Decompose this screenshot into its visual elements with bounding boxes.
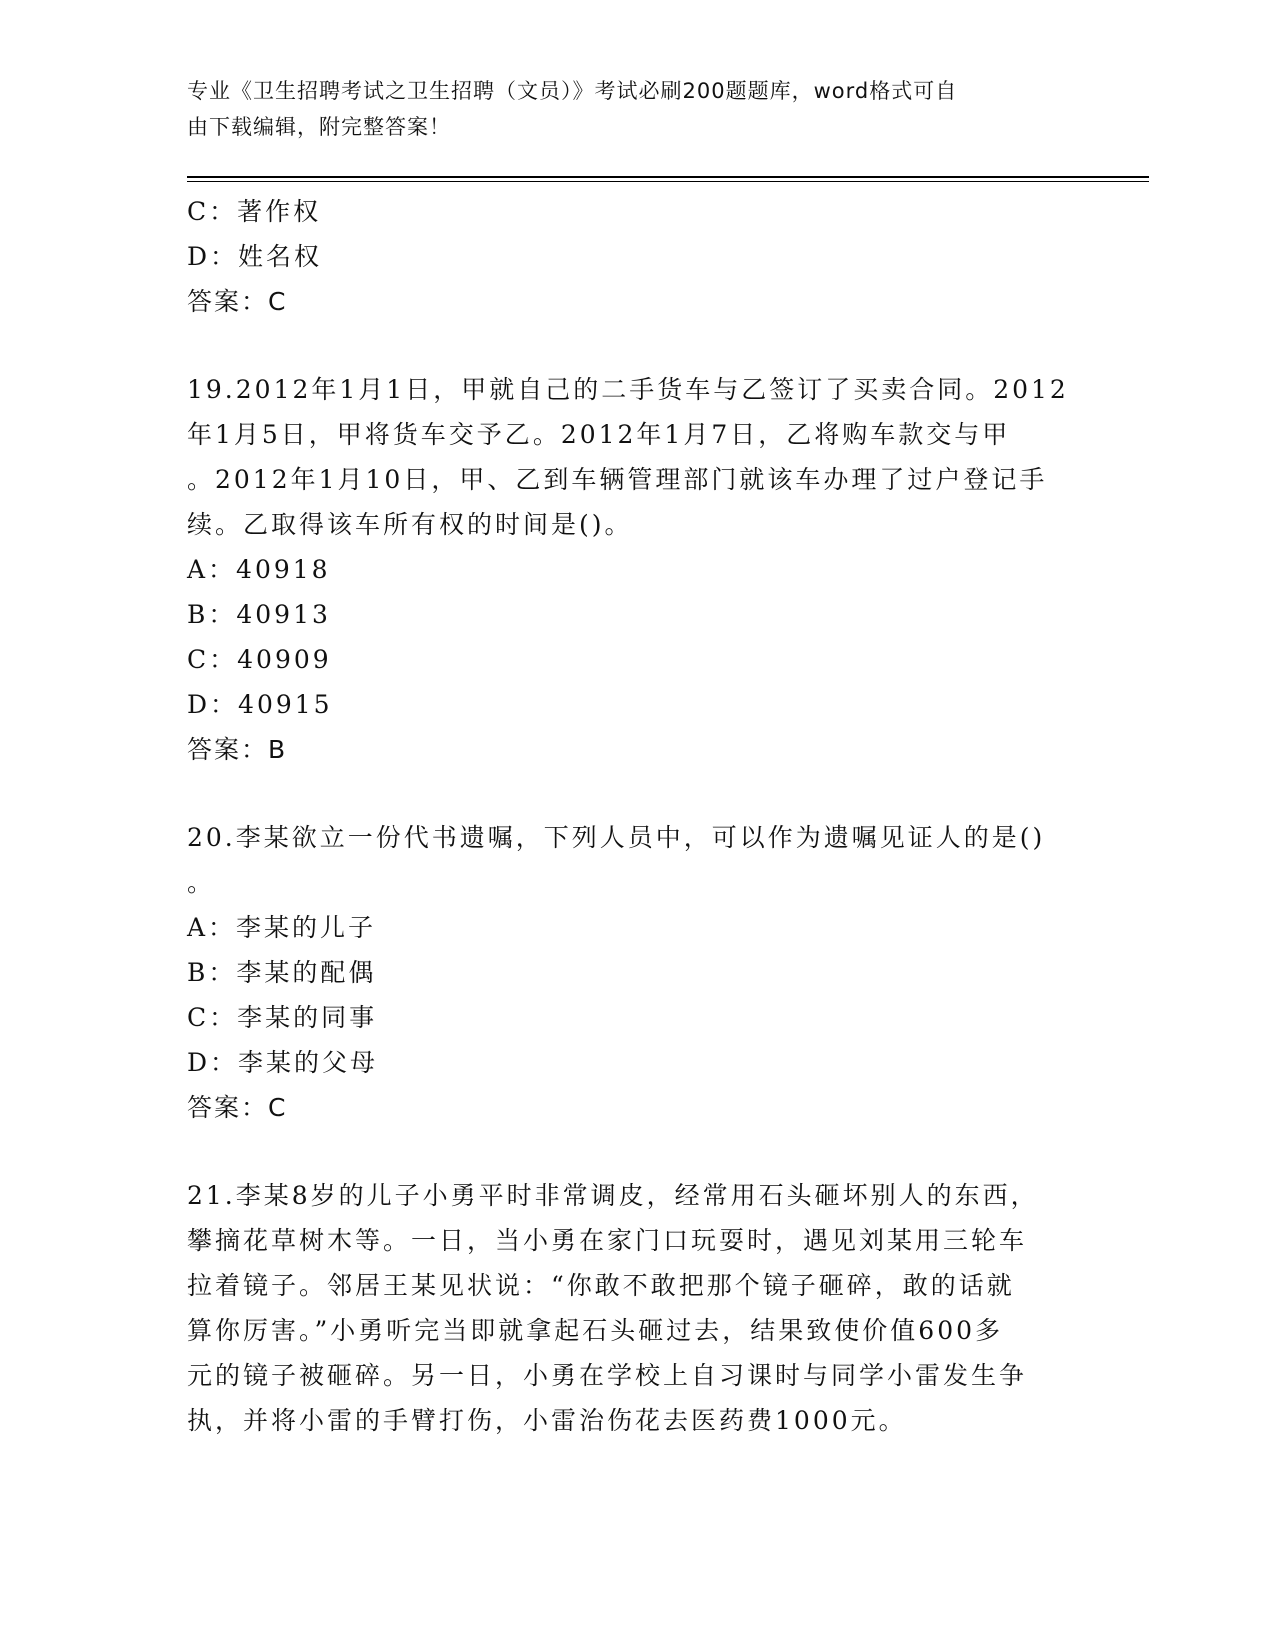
question-21-line-1: 21.李某8岁的儿子小勇平时非常调皮，经常用石头砸坏别人的东西， xyxy=(187,1181,1039,1210)
question-20-option-a: A：李某的儿子 xyxy=(187,913,377,942)
question-19-line-2: 年1月5日，甲将货车交予乙。2012年1月7日，乙将购车款交与甲 xyxy=(187,420,1011,449)
question-19-answer: 答案：B xyxy=(187,735,288,764)
question-19-line-1: 19.2012年1月1日，甲就自己的二手货车与乙签订了买卖合同。2012 xyxy=(187,375,1069,404)
question-19-option-c: C：40909 xyxy=(187,645,332,674)
question-19 xyxy=(187,367,1087,772)
question-20-line-2: 。 xyxy=(187,868,216,897)
question-19-line-4: 续。乙取得该车所有权的时间是()。 xyxy=(187,510,633,539)
question-20 xyxy=(187,815,1087,1130)
carryover-answer: 答案：C xyxy=(187,287,288,316)
question-20-line-1: 20.李某欲立一份代书遗嘱，下列人员中，可以作为遗嘱见证人的是() xyxy=(187,823,1046,852)
carryover-option-c: C：著作权 xyxy=(187,197,322,226)
question-content xyxy=(187,189,1087,1443)
question-gap xyxy=(187,1130,1087,1173)
question-21-line-3: 拉着镜子。邻居王某见状说：“你敢不敢把那个镜子砸碎，敢的话就 xyxy=(187,1271,1015,1300)
question-20-option-b: B：李某的配偶 xyxy=(187,958,377,987)
question-19-line-3: 。2012年1月10日，甲、乙到车辆管理部门就该车办理了过户登记手 xyxy=(187,465,1048,494)
question-gap xyxy=(187,324,1087,367)
carryover-option-d: D：姓名权 xyxy=(187,242,323,271)
question-19-option-b: B：40913 xyxy=(187,600,331,629)
question-20-option-d: D：李某的父母 xyxy=(187,1048,379,1077)
question-20-option-c: C：李某的同事 xyxy=(187,1003,378,1032)
question-21 xyxy=(187,1173,1087,1443)
question-19-option-d: D：40915 xyxy=(187,690,333,719)
header-divider-thick xyxy=(187,176,1149,178)
document-header xyxy=(187,73,1067,145)
question-19-option-a: A：40918 xyxy=(187,555,331,584)
question-21-line-2: 攀摘花草树木等。一日，当小勇在家门口玩耍时，遇见刘某用三轮车 xyxy=(187,1226,1028,1255)
question-21-line-6: 执，并将小雷的手臂打伤，小雷治伤花去医药费1000元。 xyxy=(187,1406,907,1435)
question-21-line-4: 算你厉害。”小勇听完当即就拿起石头砸过去，结果致使价值600多 xyxy=(187,1316,1004,1345)
question-21-line-5: 元的镜子被砸碎。另一日，小勇在学校上自习课时与同学小雷发生争 xyxy=(187,1361,1028,1390)
header-line-2: 由下载编辑，附完整答案！ xyxy=(187,115,451,139)
question-gap xyxy=(187,772,1087,815)
header-divider-thin xyxy=(187,181,1149,182)
header-line-1: 专业《卫生招聘考试之卫生招聘（文员）》考试必刷200题题库，word格式可自 xyxy=(187,79,958,103)
question-20-answer: 答案：C xyxy=(187,1093,288,1122)
